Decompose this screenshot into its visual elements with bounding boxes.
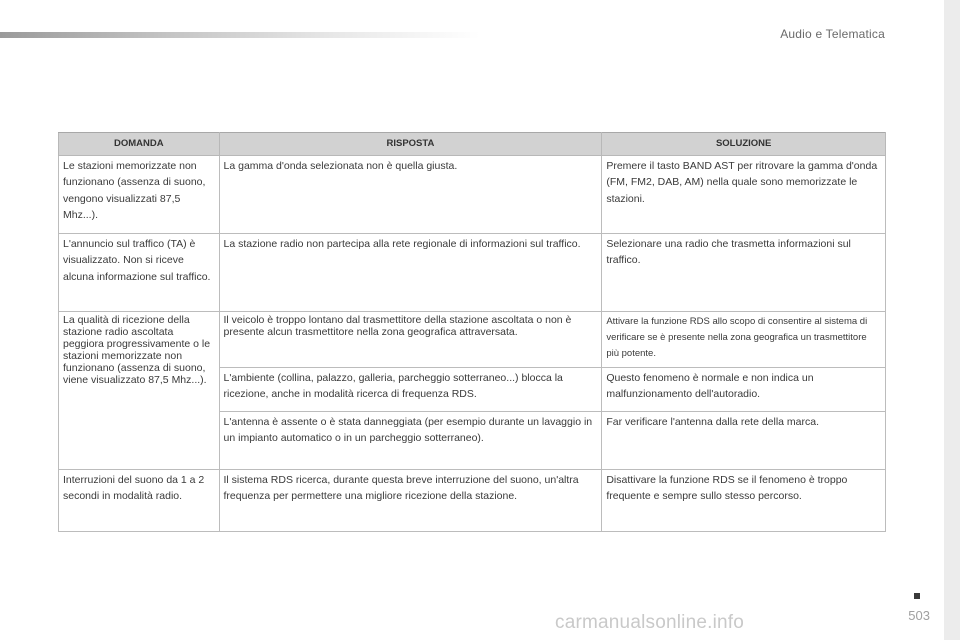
answer-cell: L'ambiente (collina, palazzo, galleria, parcheggio sotterraneo...) blocca la ricezione, anche in modalità ricerca di frequenza RDS. xyxy=(219,368,602,412)
column-header-soluzione: SOLUZIONE xyxy=(602,133,886,156)
question-cell: Le stazioni memorizzate non funzionano (assenza di suono, vengono visualizzati 87,5 Mhz...). xyxy=(59,156,220,234)
solution-cell: Questo fenomeno è normale e non indica un malfunzionamento dell'autoradio. xyxy=(602,368,886,412)
page-edge-strip xyxy=(944,0,960,640)
solution-cell: Attivare la funzione RDS allo scopo di consentire al sistema di verificare se è presente nella zona geografica un trasmettitore più potente. xyxy=(602,312,886,368)
table-row xyxy=(59,234,886,312)
page-number: 503 xyxy=(908,608,930,623)
solution-cell: Premere il tasto BAND AST per ritrovare la gamma d'onda (FM, FM2, DAB, AM) nella quale sono memorizzate le stazioni. xyxy=(602,156,886,234)
solution-cell: Disattivare la funzione RDS se il fenomeno è troppo frequente e sempre sullo stesso percorso. xyxy=(602,470,886,532)
column-header-domanda: DOMANDA xyxy=(59,133,220,156)
table-row xyxy=(59,156,886,234)
question-cell: Interruzioni del suono da 1 a 2 secondi in modalità radio. xyxy=(59,470,220,532)
answer-cell: L'antenna è assente o è stata danneggiata (per esempio durante un lavaggio in un impianto automatico o in un parcheggio sotterraneo). xyxy=(219,412,602,470)
header-gradient-bar xyxy=(0,32,480,38)
question-cell: La qualità di ricezione della stazione radio ascoltata peggiora progressivamente o le stazioni memorizzate non funzionano (assenza di suono, viene visualizzato 87,5 Mhz...). xyxy=(59,312,220,470)
answer-cell: Il sistema RDS ricerca, durante questa breve interruzione del suono, un'altra frequenza per permettere una migliore ricezione della stazione. xyxy=(219,470,602,532)
page-marker-dot xyxy=(914,593,920,599)
solution-cell: Selezionare una radio che trasmetta informazioni sul traffico. xyxy=(602,234,886,312)
watermark: carmanualsonline.info xyxy=(555,612,745,633)
answer-cell: La stazione radio non partecipa alla rete regionale di informazioni sul traffico. xyxy=(219,234,602,312)
table-header-row xyxy=(59,133,886,156)
answer-cell: Il veicolo è troppo lontano dal trasmettitore della stazione ascoltata o non è presente alcun trasmettitore nella zona geografica attraversata. xyxy=(219,312,602,368)
section-title: Audio e Telematica xyxy=(780,27,885,41)
column-header-risposta: RISPOSTA xyxy=(219,133,602,156)
table-row xyxy=(59,312,886,368)
answer-cell: La gamma d'onda selezionata non è quella giusta. xyxy=(219,156,602,234)
troubleshooting-table xyxy=(58,132,886,532)
question-cell: L'annuncio sul traffico (TA) è visualizzato. Non si riceve alcuna informazione sul traffico. xyxy=(59,234,220,312)
table-row xyxy=(59,470,886,532)
solution-cell: Far verificare l'antenna dalla rete della marca. xyxy=(602,412,886,470)
